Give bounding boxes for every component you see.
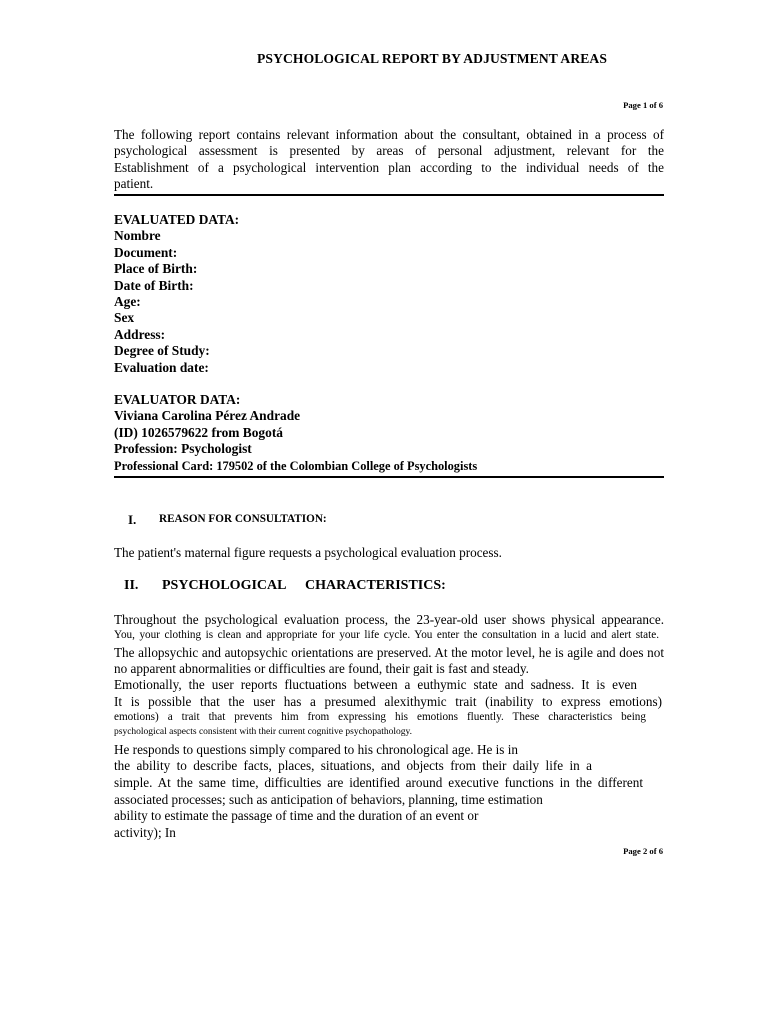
body-line: simple. At the same time, difficulties are identified around executive functions in the different [114, 775, 643, 790]
report-title: PSYCHOLOGICAL REPORT BY ADJUSTMENT AREAS [257, 51, 607, 66]
body-line: the ability to describe facts, places, situations, and objects from their daily life in a [114, 758, 592, 773]
body-line: You, your clothing is clean and appropriate for your life cycle. You enter the consultation in a lucid and alert state. [114, 629, 659, 641]
body-line: associated processes; such as anticipation of behaviors, planning, time estimation [114, 792, 543, 807]
intro-line: Establishment of a psychological intervention plan according to the individual needs of the [114, 159, 664, 175]
section-2-title-word2: CHARACTERISTICS: [305, 578, 446, 593]
section-1-text: The patient's maternal figure requests a psychological evaluation process. [114, 545, 502, 560]
body-line: emotions) a trait that prevents him from expressing his emotions fluently. These characteristics being [114, 711, 646, 723]
evaluator-line: Profession: Psychologist [114, 441, 252, 457]
field-label: Nombre [114, 228, 161, 244]
page-number-1: Page 1 of 6 [623, 100, 663, 110]
section-1-number: I. [128, 512, 137, 527]
body-line: activity); In [114, 825, 176, 840]
body-line: Throughout the psychological evaluation process, the 23-year-old user shows physical appearance. [114, 612, 664, 627]
field-label: Place of Birth: [114, 261, 198, 277]
section-2-title-word1: PSYCHOLOGICAL [162, 578, 287, 593]
field-label: Evaluation date: [114, 359, 209, 375]
intro-paragraph [114, 127, 664, 193]
section-2-number: II. [124, 578, 139, 593]
body-line: The allopsychic and autopsychic orientations are preserved. At the motor level, he is agile and does not [114, 645, 664, 660]
evaluator-line: Professional Card: 179502 of the Colombian College of Psychologists [114, 458, 478, 473]
field-label: Address: [114, 326, 166, 342]
body-line: no apparent abnormalities or difficulties are found, their gait is fast and steady. [114, 661, 529, 676]
body-line: Emotionally, the user reports fluctuations between a euthymic state and sadness. It is even [114, 677, 637, 692]
field-label: Sex [114, 310, 135, 326]
section-1-title: REASON FOR CONSULTATION: [159, 513, 327, 525]
field-label: Degree of Study: [114, 343, 210, 359]
intro-line: patient. [114, 176, 154, 192]
evaluated-heading: EVALUATED DATA: [114, 212, 240, 227]
divider-rule [114, 194, 664, 196]
body-line: ability to estimate the passage of time and the duration of an event or [114, 808, 479, 823]
evaluator-line: (ID) 1026579622 from Bogotá [114, 424, 283, 440]
body-line: psychological aspects consistent with their current cognitive psychopathology. [114, 727, 413, 737]
divider-rule [114, 476, 664, 478]
evaluated-data-block [114, 212, 239, 376]
evaluator-line: Viviana Carolina Pérez Andrade [114, 408, 301, 424]
page-number-2: Page 2 of 6 [623, 846, 663, 856]
evaluator-heading: EVALUATOR DATA: [114, 392, 241, 407]
intro-line: psychological assessment is presented by areas of personal adjustment, relevant for the [114, 143, 664, 159]
field-label: Age: [114, 293, 141, 309]
body-line: He responds to questions simply compared to his chronological age. He is in [114, 742, 518, 757]
field-label: Date of Birth: [114, 277, 194, 293]
evaluator-data-block [114, 392, 477, 474]
field-label: Document: [114, 244, 178, 260]
body-line: It is possible that the user has a presumed alexithymic trait (inability to express emotions) [114, 694, 662, 709]
intro-line: The following report contains relevant information about the consultant, obtained in a process of [114, 127, 664, 142]
